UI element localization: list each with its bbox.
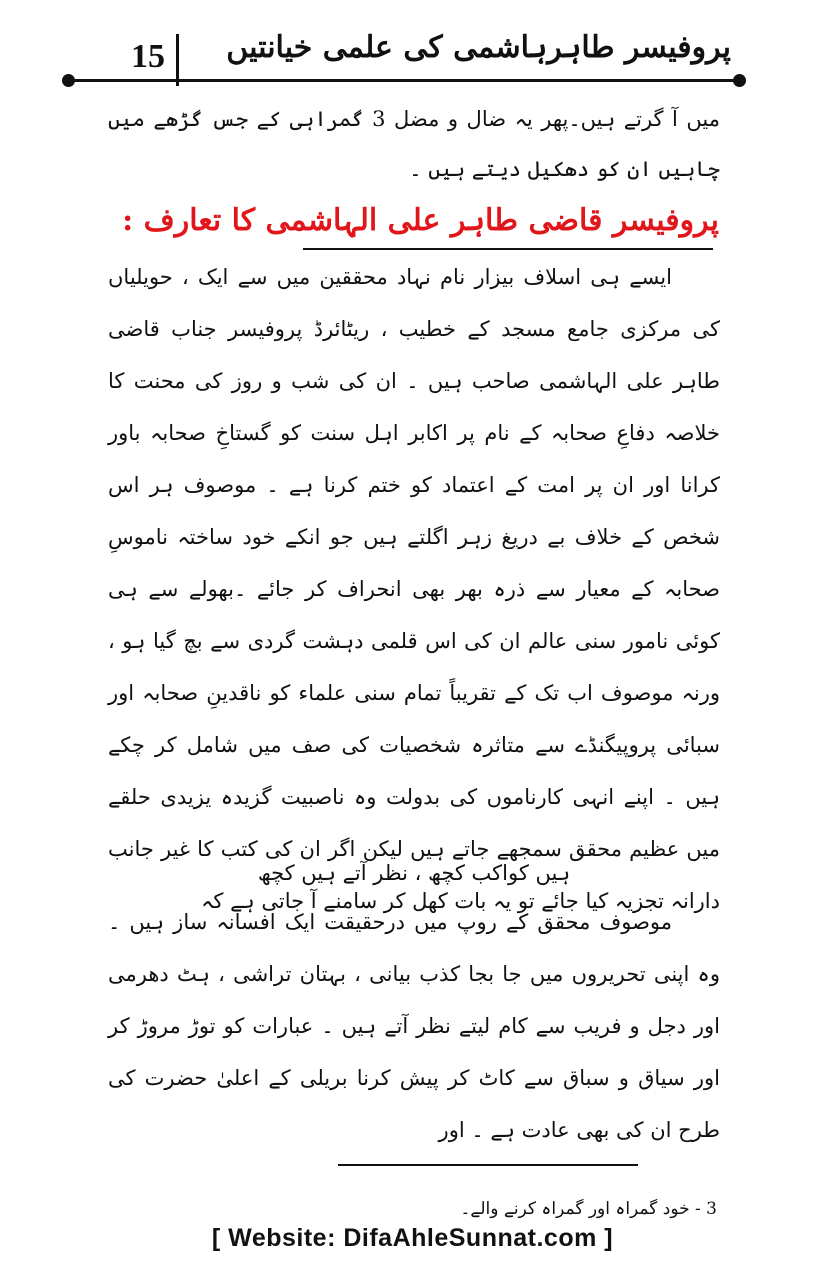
verse-line: ہیں کواکب کچھ ، نظر آتے ہیں کچھ [257,861,571,885]
intro-paragraph: میں آ گرتے ہیں۔پھر یہ ضال و مضل 3 گمراہی کے جس گڑھے میں چاہیں ان کو دھکیل دیتے ہیں ۔ [108,107,720,181]
heading-underline [303,248,713,250]
footnote-separator [338,1164,638,1166]
page-number: 15 [131,38,165,75]
website-footer: [ Website: DifaAhleSunnat.com ] [211,1224,614,1252]
section-paragraph-2 [108,896,720,1156]
running-title: پروفیسر طاہرہاشمی کی علمی خیانتیں [226,30,731,65]
header-rule [66,79,740,82]
rule-dot-left [62,74,75,87]
rule-dot-right [733,74,746,87]
section-paragraph [108,251,720,927]
paragraph-text-2: موصوف محقق کے روپ میں درحقیقت ایک افسانہ ساز ہیں ۔ وہ اپنی تحریروں میں جا بجا کذب بیانی ، بہتان تراشی ، ہٹ دھرمی اور دجل و فریب سے کام لیتے نظر آتے ہیں ۔ عبارات کو توڑ مروڑ کر اور سیاق و سباق سے کاٹ کر پیش کرنا بریلی کے اعلیٰ حضرت کی طرح ان کی بھی عادت ہے ۔ اور [108,910,720,1142]
paragraph-text: ایسے ہی اسلاف بیزار نام نہاد محققین میں سے ایک ، حویلیاں کی مرکزی جامع مسجد کے خطیب ، ریٹائرڈ پروفیسر جناب قاضی طاہر علی الہاشمی صاحب ہیں ۔ ان کی شب و روز کی محنت کا خلاصہ دفاعِ صحابہ کے نام پر اکابر اہل سنت کو گستاخِ صحابہ باور کرانا اور ان پر امت کے اعتماد کو ختم کرنا ہے ۔ موصوف ہر اس شخص کے خلاف بے دریغ زہر اگلتے ہیں جو انکے خود ساختہ ناموسِ صحابہ کے معیار سے ذرہ بھر بھی انحراف کر جائے ۔بھولے سے ہی کوئی نامور سنی عالم ان کی اس قلمی دہشت گردی سے بچ گیا ہو ، ورنہ موصوف اب تک کے تقریباً تمام سنی علماء کو ناقدینِ صحابہ اور سبائی پروپیگنڈے سے متاثرہ شخصیات کی صف میں شامل کر چکے ہیں ۔ اپنے انہی کارناموں کی بدولت وہ ناصبیت گزیدہ یزیدی حلقے میں عظیم محقق سمجھے جاتے ہیں لیکن اگر ان کی کتب کا غیر جانب دارانہ تجزیہ کیا جائے تو یہ بات کھل کر سامنے آ جاتی ہے کہ [108,265,721,913]
footnote: 3 - خود گمراہ اور گمراہ کرنے والے۔ [460,1199,717,1219]
section-heading: پروفیسر قاضی طاہر علی الہاشمی کا تعارف : [122,203,719,238]
